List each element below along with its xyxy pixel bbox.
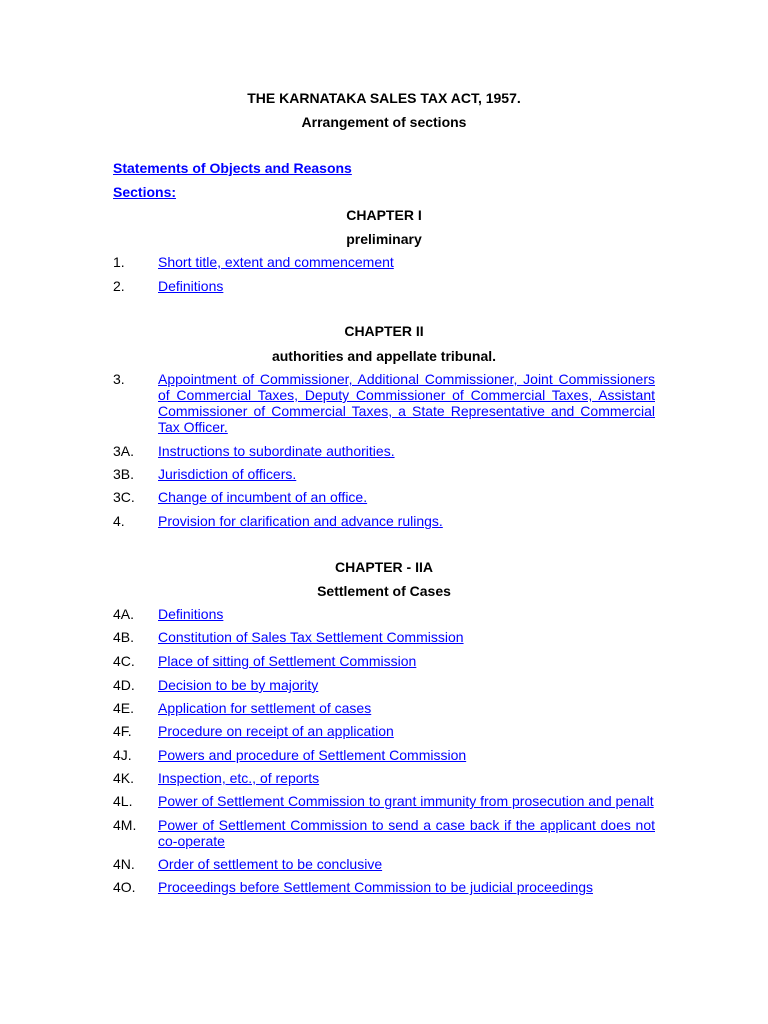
section-number: 4L.: [113, 793, 133, 809]
section-number: 4E.: [113, 700, 135, 716]
section-link[interactable]: Appointment of Commissioner, Additional Commissioner, Joint Commissioners of Commercial Taxes, Deputy Commissioner of Commercial Taxes, Assistant Commissioner of Commercial Taxes, a State Representative and Commercial Tax Officer.: [158, 371, 655, 435]
chapter-1-heading: CHAPTER I: [346, 207, 422, 223]
section-number: 4D.: [113, 677, 135, 693]
section-link[interactable]: Change of incumbent of an office.: [158, 489, 368, 505]
section-link[interactable]: Procedure on receipt of an application: [158, 723, 394, 739]
section-number: 4N.: [113, 856, 135, 872]
section-number: 4M.: [113, 817, 137, 833]
section-number: 2.: [113, 278, 125, 294]
section-link[interactable]: Power of Settlement Commission to grant immunity from prosecution and penalt: [158, 793, 654, 809]
section-number: 3A.: [113, 443, 135, 459]
chapter-2a-subheading: Settlement of Cases: [317, 583, 451, 599]
section-link[interactable]: Definitions: [158, 606, 224, 622]
section-link[interactable]: Definitions: [158, 278, 224, 294]
document-title: THE KARNATAKA SALES TAX ACT, 1957.: [247, 90, 521, 106]
section-number: 4A.: [113, 606, 135, 622]
section-link[interactable]: Order of settlement to be conclusive: [158, 856, 383, 872]
statements-of-objects-link[interactable]: Statements of Objects and Reasons: [113, 160, 352, 176]
section-number: 1.: [113, 254, 125, 270]
section-link[interactable]: Provision for clarification and advance rulings.: [158, 513, 443, 529]
chapter-2a-heading: CHAPTER - IIA: [335, 559, 433, 575]
document-subtitle: Arrangement of sections: [301, 114, 467, 130]
chapter-2-subheading: authorities and appellate tribunal.: [271, 348, 497, 364]
section-link[interactable]: Instructions to subordinate authorities.: [158, 443, 395, 459]
section-number: 3C.: [113, 489, 135, 505]
section-link[interactable]: Short title, extent and commencement: [158, 254, 394, 270]
section-number: 3B.: [113, 466, 135, 482]
section-link[interactable]: Place of sitting of Settlement Commission: [158, 653, 417, 669]
section-number: 4J.: [113, 747, 132, 763]
section-number: 4K.: [113, 770, 135, 786]
section-link[interactable]: Power of Settlement Commission to send a case back if the applicant does not co-operate: [158, 817, 655, 849]
section-link[interactable]: Jurisdiction of officers.: [158, 466, 297, 482]
chapter-1-subheading: preliminary: [346, 231, 422, 247]
section-link[interactable]: Decision to be by majority: [158, 677, 319, 693]
section-number: 4F.: [113, 723, 132, 739]
section-number: 4C.: [113, 653, 135, 669]
section-link[interactable]: Proceedings before Settlement Commission to be judicial proceedings: [158, 879, 594, 895]
section-link[interactable]: Application for settlement of cases: [158, 700, 372, 716]
section-link[interactable]: Powers and procedure of Settlement Commission: [158, 747, 467, 763]
section-number: 3.: [113, 371, 125, 387]
section-link[interactable]: Inspection, etc., of reports: [158, 770, 320, 786]
sections-link[interactable]: Sections:: [113, 184, 177, 200]
section-number: 4.: [113, 513, 125, 529]
section-link[interactable]: Constitution of Sales Tax Settlement Commission: [158, 629, 464, 645]
section-number: 4O.: [113, 879, 136, 895]
chapter-2-heading: CHAPTER II: [344, 323, 424, 339]
section-number: 4B.: [113, 629, 135, 645]
